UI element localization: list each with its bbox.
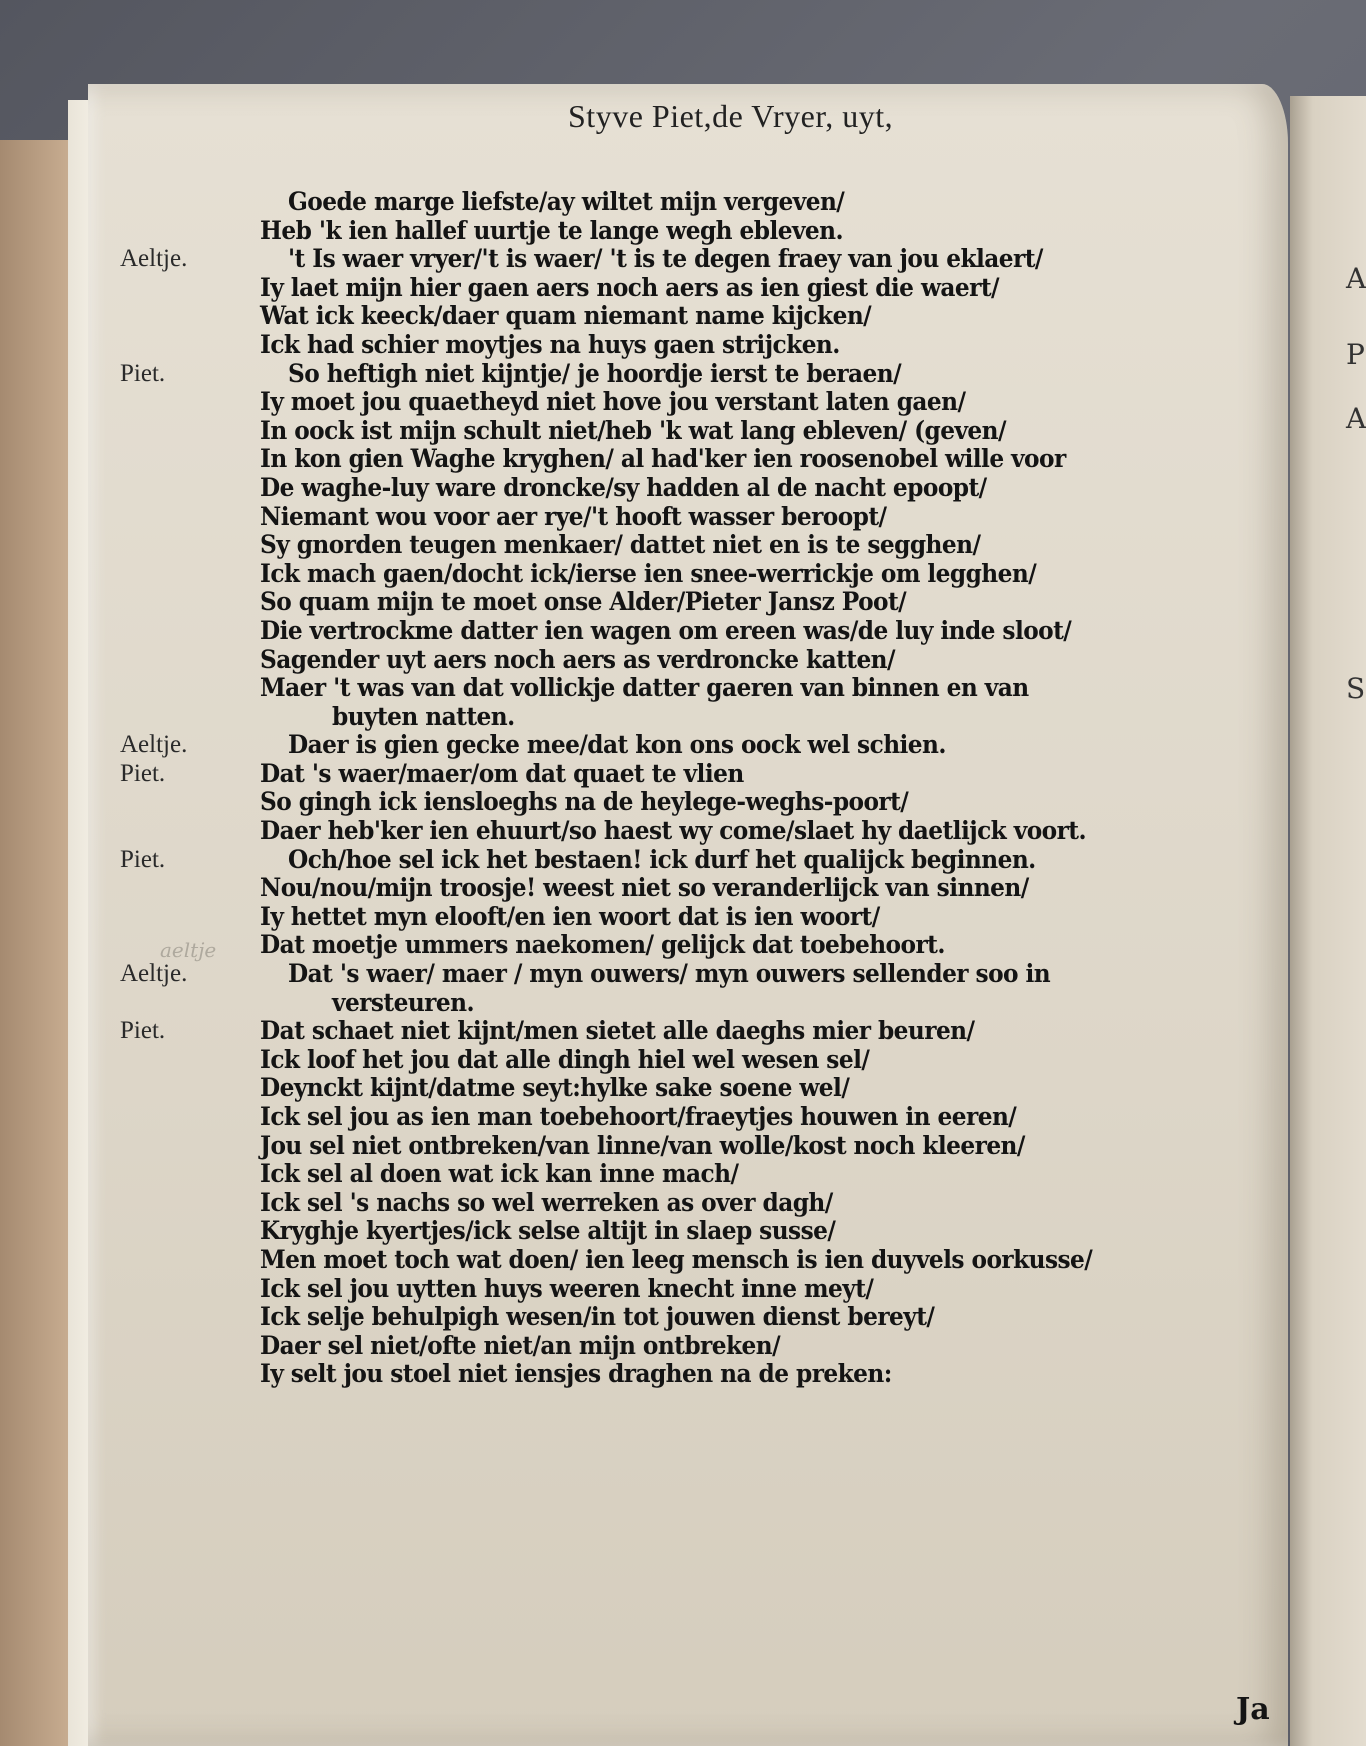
verse-text: Iy hettet myn elooft/en ien woort dat is ien woort/	[260, 901, 880, 931]
verse-text: Ick sel jou uytten huys weeren knecht inne meyt/	[260, 1273, 874, 1303]
verse-line	[120, 903, 1290, 932]
verse-line	[120, 1217, 1290, 1246]
verse-line	[120, 274, 1290, 303]
verse-text: 't Is waer vryer/'t is waer/ 't is te degen fraey van jou eklaert/	[288, 244, 1043, 274]
verse-text: Ick mach gaen/docht ick/ierse ien snee-werrickje om legghen/	[260, 558, 1037, 588]
verse-text: Heb 'k ien hallef uurtje te lange wegh ebleven.	[260, 215, 844, 245]
verse-text: So gingh ick iensloeghs na de heylege-weghs-poort/	[260, 787, 909, 817]
verse-text: Niemant wou voor aer rye/'t hooft wasser beroopt/	[260, 501, 887, 531]
verse-text: Dat 's waer/maer/om dat quaet te vlien	[260, 758, 744, 788]
verse-line	[120, 646, 1290, 675]
facing-page-letter: A	[1346, 402, 1366, 435]
verse-text: Nou/nou/mijn troosje! weest niet so veranderlijck van sinnen/	[260, 873, 1029, 903]
verse-text: De waghe-luy ware droncke/sy hadden al de nacht epoopt/	[260, 472, 987, 502]
speaker-label: Piet.	[120, 845, 166, 873]
pencil-marginal-note: aeltje	[160, 938, 217, 962]
verse-text: Daer is gien gecke mee/dat kon ons oock wel schien.	[288, 730, 946, 760]
verse-text: Ick sel jou as ien man toebehoort/fraeytjes houwen in eeren/	[260, 1102, 1017, 1131]
verse-line	[120, 474, 1290, 503]
speaker-label: Aeltje.	[120, 731, 188, 759]
verse-text: Dat 's waer/ maer / myn ouwers/ myn ouwers sellender soo in	[288, 959, 1051, 989]
verse-line	[120, 217, 1290, 246]
verse-text: In oock ist mijn schult niet/heb 'k wat lang ebleven/ (geven/	[260, 415, 1006, 445]
verse-line	[120, 1189, 1290, 1218]
verse-line	[120, 788, 1290, 817]
verse-line	[120, 846, 1290, 875]
verse-line	[120, 874, 1290, 903]
verse-text: Jou sel niet ontbreken/van linne/van wolle/kost noch kleeren/	[260, 1130, 1025, 1160]
verse-text: Sagender uyt aers noch aers as verdroncke katten/	[260, 644, 895, 674]
verse-text: Men moet toch wat doen/ ien leeg mensch is ien duyvels oorkusse/	[260, 1244, 1093, 1274]
verse-text: In kon gien Waghe kryghen/ al had'ker ien roosenobel wille voor	[260, 444, 1066, 474]
verse-line	[120, 703, 1290, 732]
catchword: Ja	[1236, 1692, 1270, 1727]
speaker-label: Piet.	[120, 759, 166, 787]
verse-text: Och/hoe sel ick het bestaen! ick durf het qualijck beginnen.	[288, 844, 1036, 874]
verse-line	[120, 531, 1290, 560]
verse-line	[120, 931, 1290, 960]
verse-line	[120, 674, 1290, 703]
running-head: Styve Piet,de Vryer, uyt,	[568, 98, 894, 134]
facing-page-letter: S	[1346, 672, 1366, 705]
verse-line	[120, 1332, 1290, 1361]
verse-text: So quam mijn te moet onse Alder/Pieter Jansz Poot/	[260, 587, 907, 617]
verse-text: Iy laet mijn hier gaen aers noch aers as ien giest die waert/	[260, 272, 999, 302]
verse-line	[120, 1017, 1290, 1046]
verse-text: Wat ick keeck/daer quam niemant name kijcken/	[260, 301, 872, 331]
verse-line	[120, 1303, 1290, 1332]
verse-text: Dat schaet niet kijnt/men sietet alle daeghs mier beuren/	[260, 1016, 975, 1046]
verse-line	[120, 817, 1290, 846]
verse-line	[120, 417, 1290, 446]
verse-line	[120, 445, 1290, 474]
verse-line	[120, 331, 1290, 360]
verse-text: Ick sel al doen wat ick kan inne mach/	[260, 1159, 739, 1189]
verse-text: Goede marge liefste/ay wiltet mijn vergeven/	[288, 187, 845, 216]
verse-line	[120, 760, 1290, 789]
verse-line	[120, 388, 1290, 417]
verse-text: Sy gnorden teugen menkaer/ dattet niet en is te segghen/	[260, 530, 981, 560]
verse-text: Ick selje behulpigh wesen/in tot jouwen dienst bereyt/	[260, 1302, 935, 1332]
verse-line	[120, 560, 1290, 589]
verse-text: Kryghje kyertjes/ick selse altijt in slaep susse/	[260, 1216, 836, 1246]
verse-line	[120, 731, 1290, 760]
verse-line	[120, 1074, 1290, 1103]
verse-text: Daer sel niet/ofte niet/an mijn ontbreken/	[260, 1330, 781, 1360]
verse-text: Iy moet jou quaetheyd niet hove jou verstant laten gaen/	[260, 387, 966, 417]
verse-text: versteuren.	[332, 987, 474, 1017]
speaker-label: Piet.	[120, 1017, 166, 1045]
facing-page-letter: P	[1346, 338, 1365, 371]
verse-line	[120, 1132, 1290, 1161]
verse-line	[120, 188, 1290, 217]
verse-text: Daer heb'ker ien ehuurt/so haest wy come/slaet hy daetlijck voort.	[260, 816, 1087, 846]
verse-line	[120, 617, 1290, 646]
verse-line	[120, 360, 1290, 389]
verse-line	[120, 1160, 1290, 1189]
verse-line	[120, 1275, 1290, 1304]
verse-text: Deynckt kijnt/datme seyt:hylke sake soene wel/	[260, 1073, 850, 1103]
verse-text: Ick loof het jou dat alle dingh hiel wel wesen sel/	[260, 1044, 870, 1074]
verse-line	[120, 1046, 1290, 1075]
verse-text: So heftigh niet kijntje/ je hoordje ierst te beraen/	[288, 358, 902, 388]
verse-text: Iy selt jou stoel niet iensjes draghen na de preken:	[260, 1359, 892, 1389]
verse-line	[120, 1360, 1290, 1389]
verse-line	[120, 503, 1290, 532]
verse-line	[120, 989, 1290, 1018]
verse-text: Ick had schier moytjes na huys gaen strijcken.	[260, 329, 840, 359]
verse-line	[120, 245, 1290, 274]
verse-text: Ick sel 's nachs so wel werreken as over dagh/	[260, 1187, 833, 1217]
verse-text-block	[120, 188, 1290, 1389]
verse-line	[120, 588, 1290, 617]
facing-page-letter: A	[1346, 262, 1366, 295]
speaker-label: Aeltje.	[120, 245, 188, 273]
verse-text: Dat moetje ummers naekomen/ gelijck dat toebehoort.	[260, 930, 945, 960]
verse-text: Die vertrockme datter ien wagen om ereen was/de luy inde sloot/	[260, 615, 1072, 645]
verse-line	[120, 302, 1290, 331]
verse-line	[120, 1103, 1290, 1132]
verse-line	[120, 960, 1290, 989]
verse-text: buyten natten.	[332, 701, 515, 731]
verse-text: Maer 't was van dat vollickje datter gaeren van binnen en van	[260, 673, 1029, 703]
verse-line	[120, 1246, 1290, 1275]
speaker-label: Piet.	[120, 359, 166, 387]
speaker-label: Aeltje.	[120, 960, 188, 988]
